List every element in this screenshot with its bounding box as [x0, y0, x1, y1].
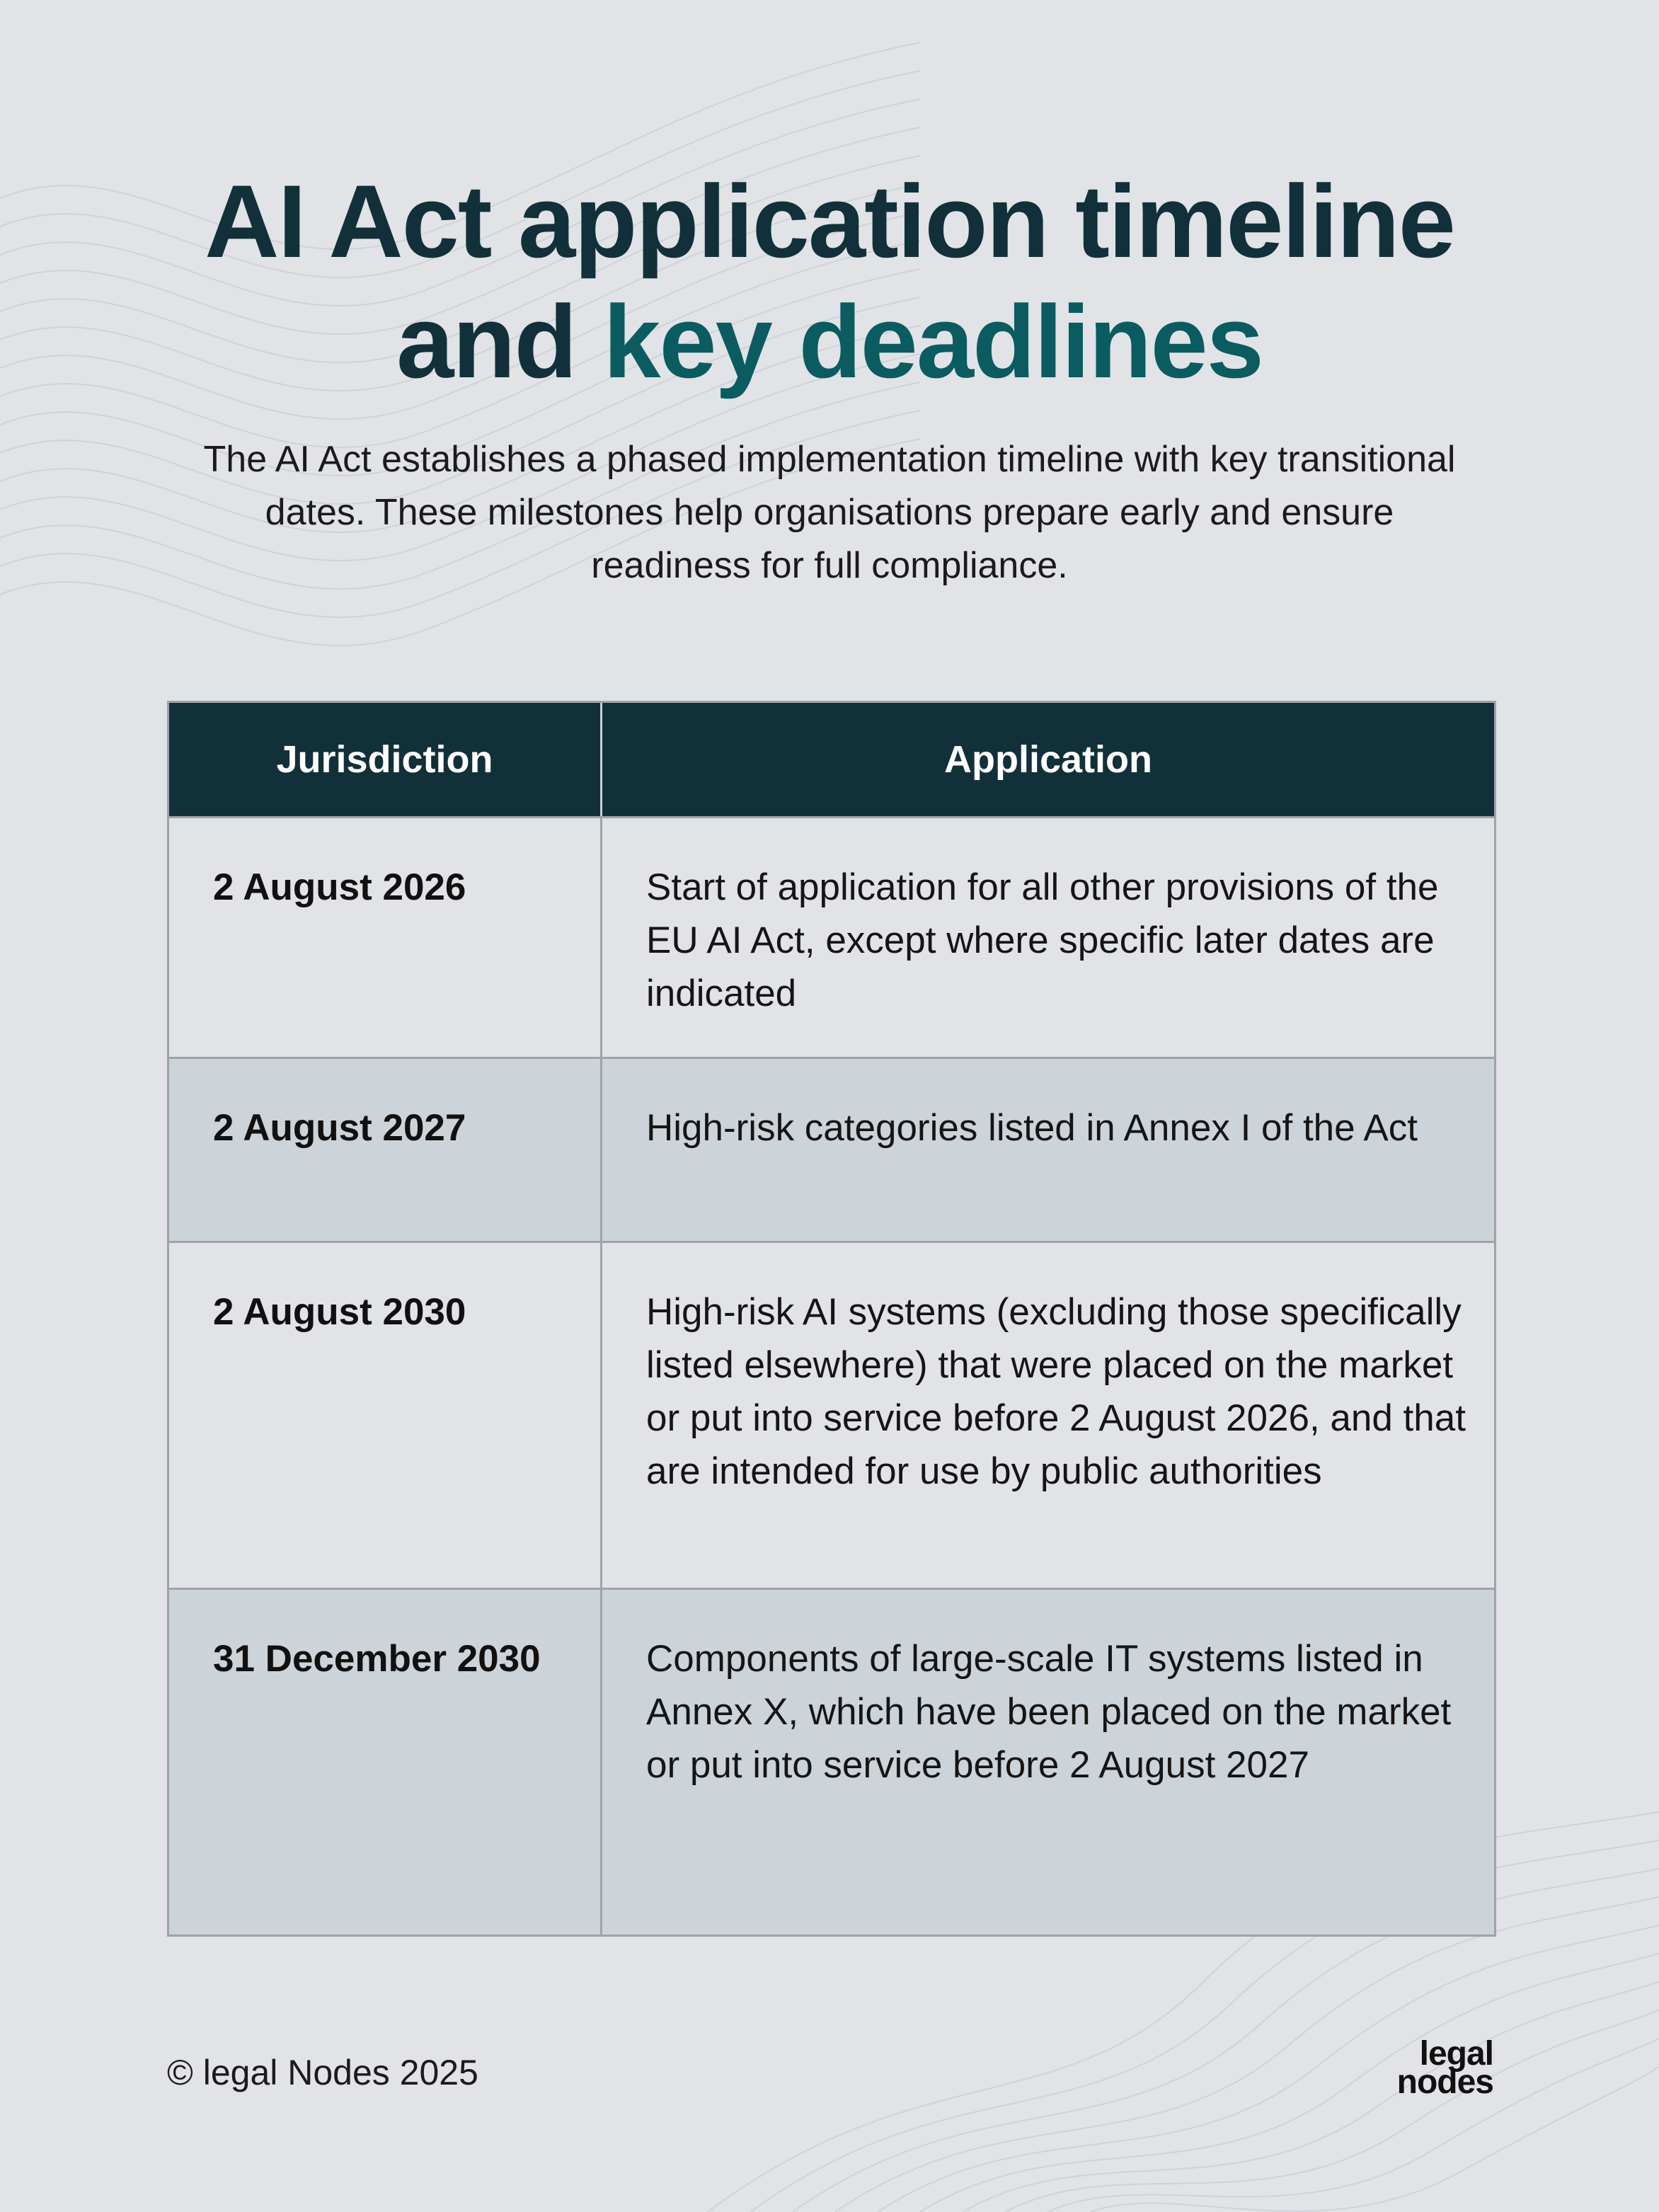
row-application: Components of large-scale IT systems listed in Annex X, which have been placed on the market or put into service before 2 August 2027	[646, 1638, 1452, 1786]
row-date: 2 August 2030	[169, 1243, 602, 1588]
table-row	[169, 816, 1494, 1057]
table-row	[169, 1241, 1494, 1588]
page-title	[0, 161, 1659, 402]
table-row	[169, 1588, 1494, 1935]
column-header-application: Application	[944, 738, 1152, 781]
title-line-1: AI Act application timeline	[205, 164, 1454, 279]
row-application: Start of application for all other provisions of the EU AI Act, except where specific later dates are indicated	[646, 866, 1439, 1014]
row-date: 2 August 2026	[169, 818, 602, 1057]
logo-line-2: nodes	[1396, 2063, 1493, 2101]
row-application: High-risk AI systems (excluding those specifically listed elsewhere) that were placed on the market or put into service before 2 August 2026, and that are intended for use by public authorities	[646, 1291, 1466, 1492]
legal-nodes-logo	[1373, 2035, 1493, 2101]
row-date: 31 December 2030	[169, 1590, 602, 1935]
timeline-table	[167, 701, 1496, 1937]
row-application: High-risk categories listed in Annex I of the Act	[646, 1107, 1418, 1149]
table-row	[169, 1057, 1494, 1241]
title-line-2-accent: key deadlines	[603, 284, 1263, 399]
title-line-2-plain: and	[396, 284, 604, 399]
row-date: 2 August 2027	[169, 1059, 602, 1241]
column-header-jurisdiction: Jurisdiction	[169, 703, 602, 816]
table-header-row	[169, 703, 1494, 816]
page-subtitle: The AI Act establishes a phased implementation timeline with key transitional dates. These milestones help organisations prepare early and ensure readiness for full compliance.	[203, 439, 1456, 586]
logo-line-1: legal	[1419, 2035, 1493, 2073]
copyright-text: © legal Nodes 2025	[167, 2053, 478, 2092]
